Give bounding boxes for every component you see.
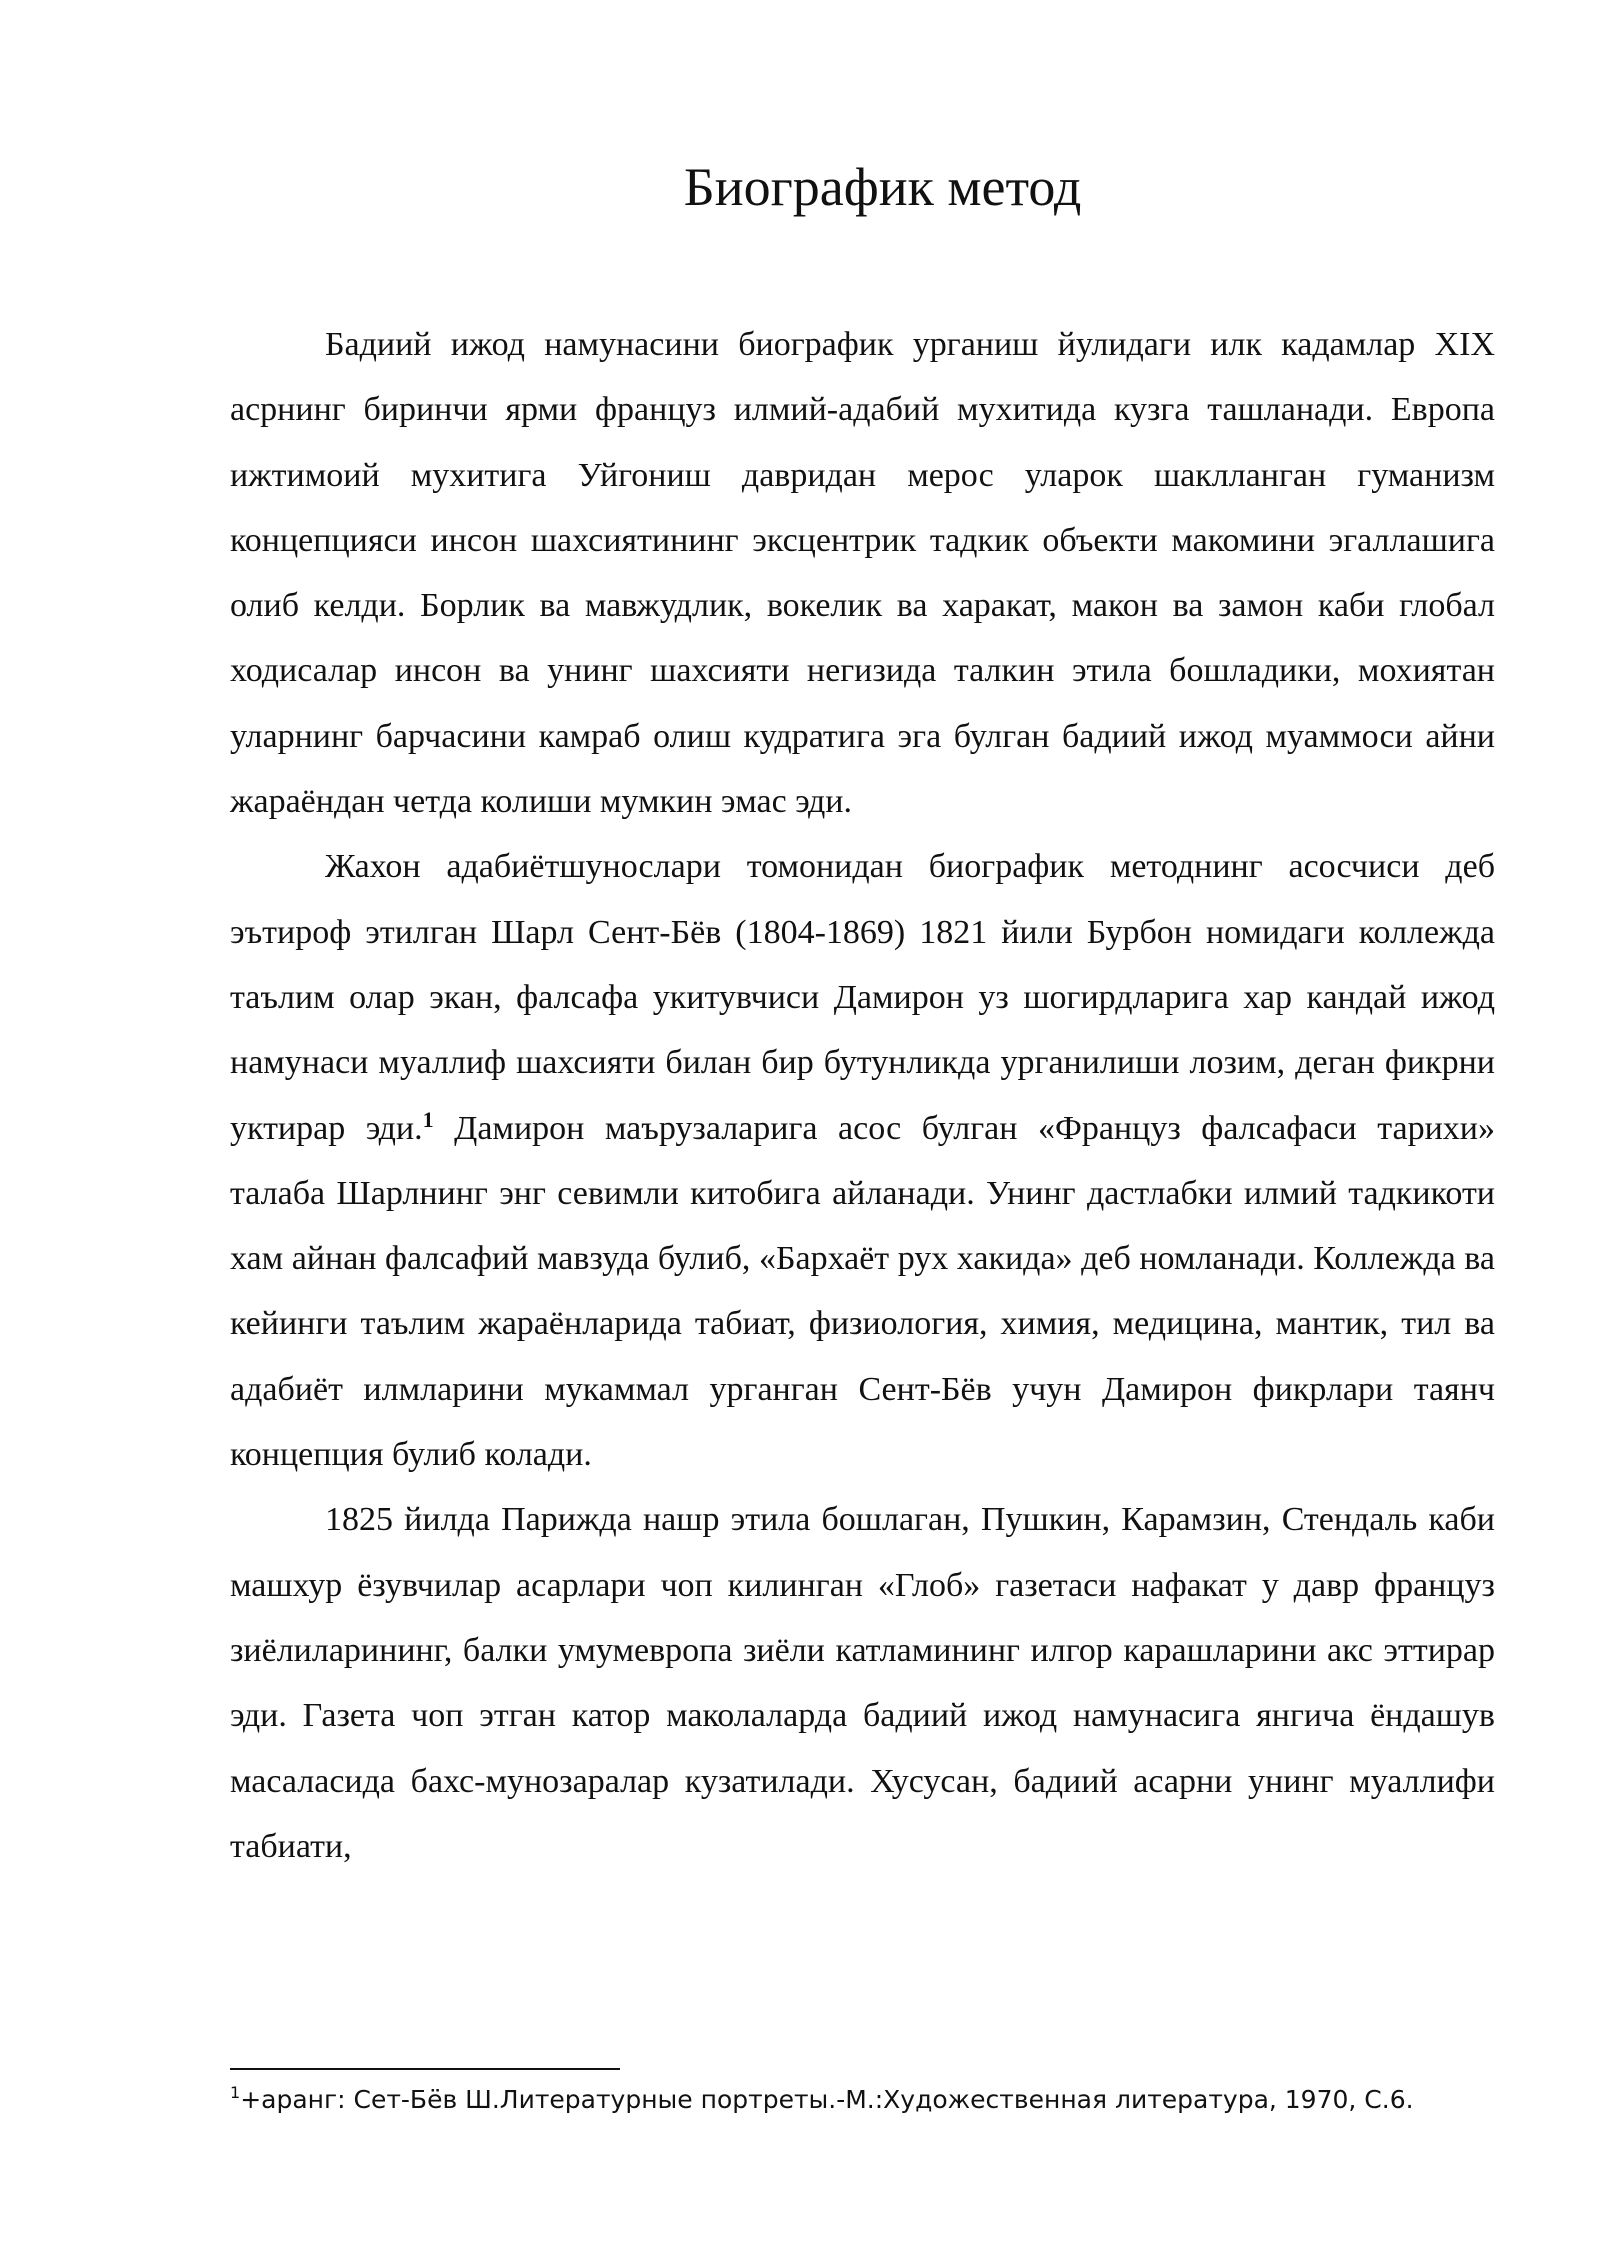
- paragraph-1: Бадиий ижод намунасини биографик урганиш йулидаги илк кадамлар XIX асрнинг биринчи ярми француз илмий-адабий мухитида кузга ташланади. Европа ижтимоий мухитига Уйгониш давридан мерос уларок шаклланган гуманизм концепцияси инсон шахсиятининг эксцентрик тадкик объекти макомини эгаллашига олиб келди. Борлик ва мавжудлик, вокелик ва харакат, макон ва замон каби глобал ходисалар инсон ва унинг шахсияти негизида талкин этила бошладики, мохиятан уларнинг барчасини камраб олиш кудратига эга булган бадиий ижод муаммоси айни жараёндан четда колиши мумкин эмас эди.: [230, 326, 1495, 821]
- paragraph-2: [230, 834, 1495, 1487]
- footnote-separator: [230, 2068, 620, 2070]
- body-text: [230, 312, 1495, 1879]
- footnote-marker: 1: [230, 2083, 241, 2102]
- footnote: [230, 2082, 1495, 2118]
- paragraph-2-before: Жахон адабиётшунослари томонидан биографик методнинг асосчиси деб эътироф этилган Шарл Сент-Бёв (1804-1869) 1821 йили Бурбон номидаги коллежда таълим олар экан, фалсафа укитувчиси Дамирон уз шогирдларига хар кандай ижод намунаси муаллиф шахсияти билан бир бутунликда урганилиши лозим, деган фикрни уктирар эди.: [230, 848, 1495, 1147]
- paragraph-3: 1825 йилда Парижда нашр этила бошлаган, Пушкин, Карамзин, Стендаль каби машхур ёзувчилар асарлари чоп килинган «Глоб» газетаси нафакат у давр француз зиёлиларининг, балки умумевропа зиёли катламининг илгор карашларини акс эттирар эди. Газета чоп этган катор маколаларда бадиий ижод намунасига янгича ёндашув масаласида бахс-мунозаралар кузатилади. Хусусан, бадиий асарни унинг муаллифи табиати,: [230, 1501, 1495, 1865]
- footnote-reference[interactable]: 1: [422, 1106, 434, 1132]
- footnote-text: +аранг: Сет-Бёв Ш.Литературные портреты.-М.:Художественная литература, 1970, С.6.: [240, 2085, 1414, 2114]
- page-title: Биографик метод: [683, 157, 1082, 217]
- paragraph-2-after: Дамирон маърузаларига асос булган «Француз фалсафаси тарихи» талаба Шарлнинг энг севимли китобига айланади. Унинг дастлабки илмий тадкикоти хам айнан фалсафий мавзуда булиб, «Бархаёт рух хакида» деб номланади. Коллежда ва кейинги таълим жараёнларида табиат, физиология, химия, медицина, мантик, тил ва адабиёт илмларини мукаммал урганган Сент-Бёв учун Дамирон фикрлари таянч концепция булиб колади.: [230, 1109, 1495, 1474]
